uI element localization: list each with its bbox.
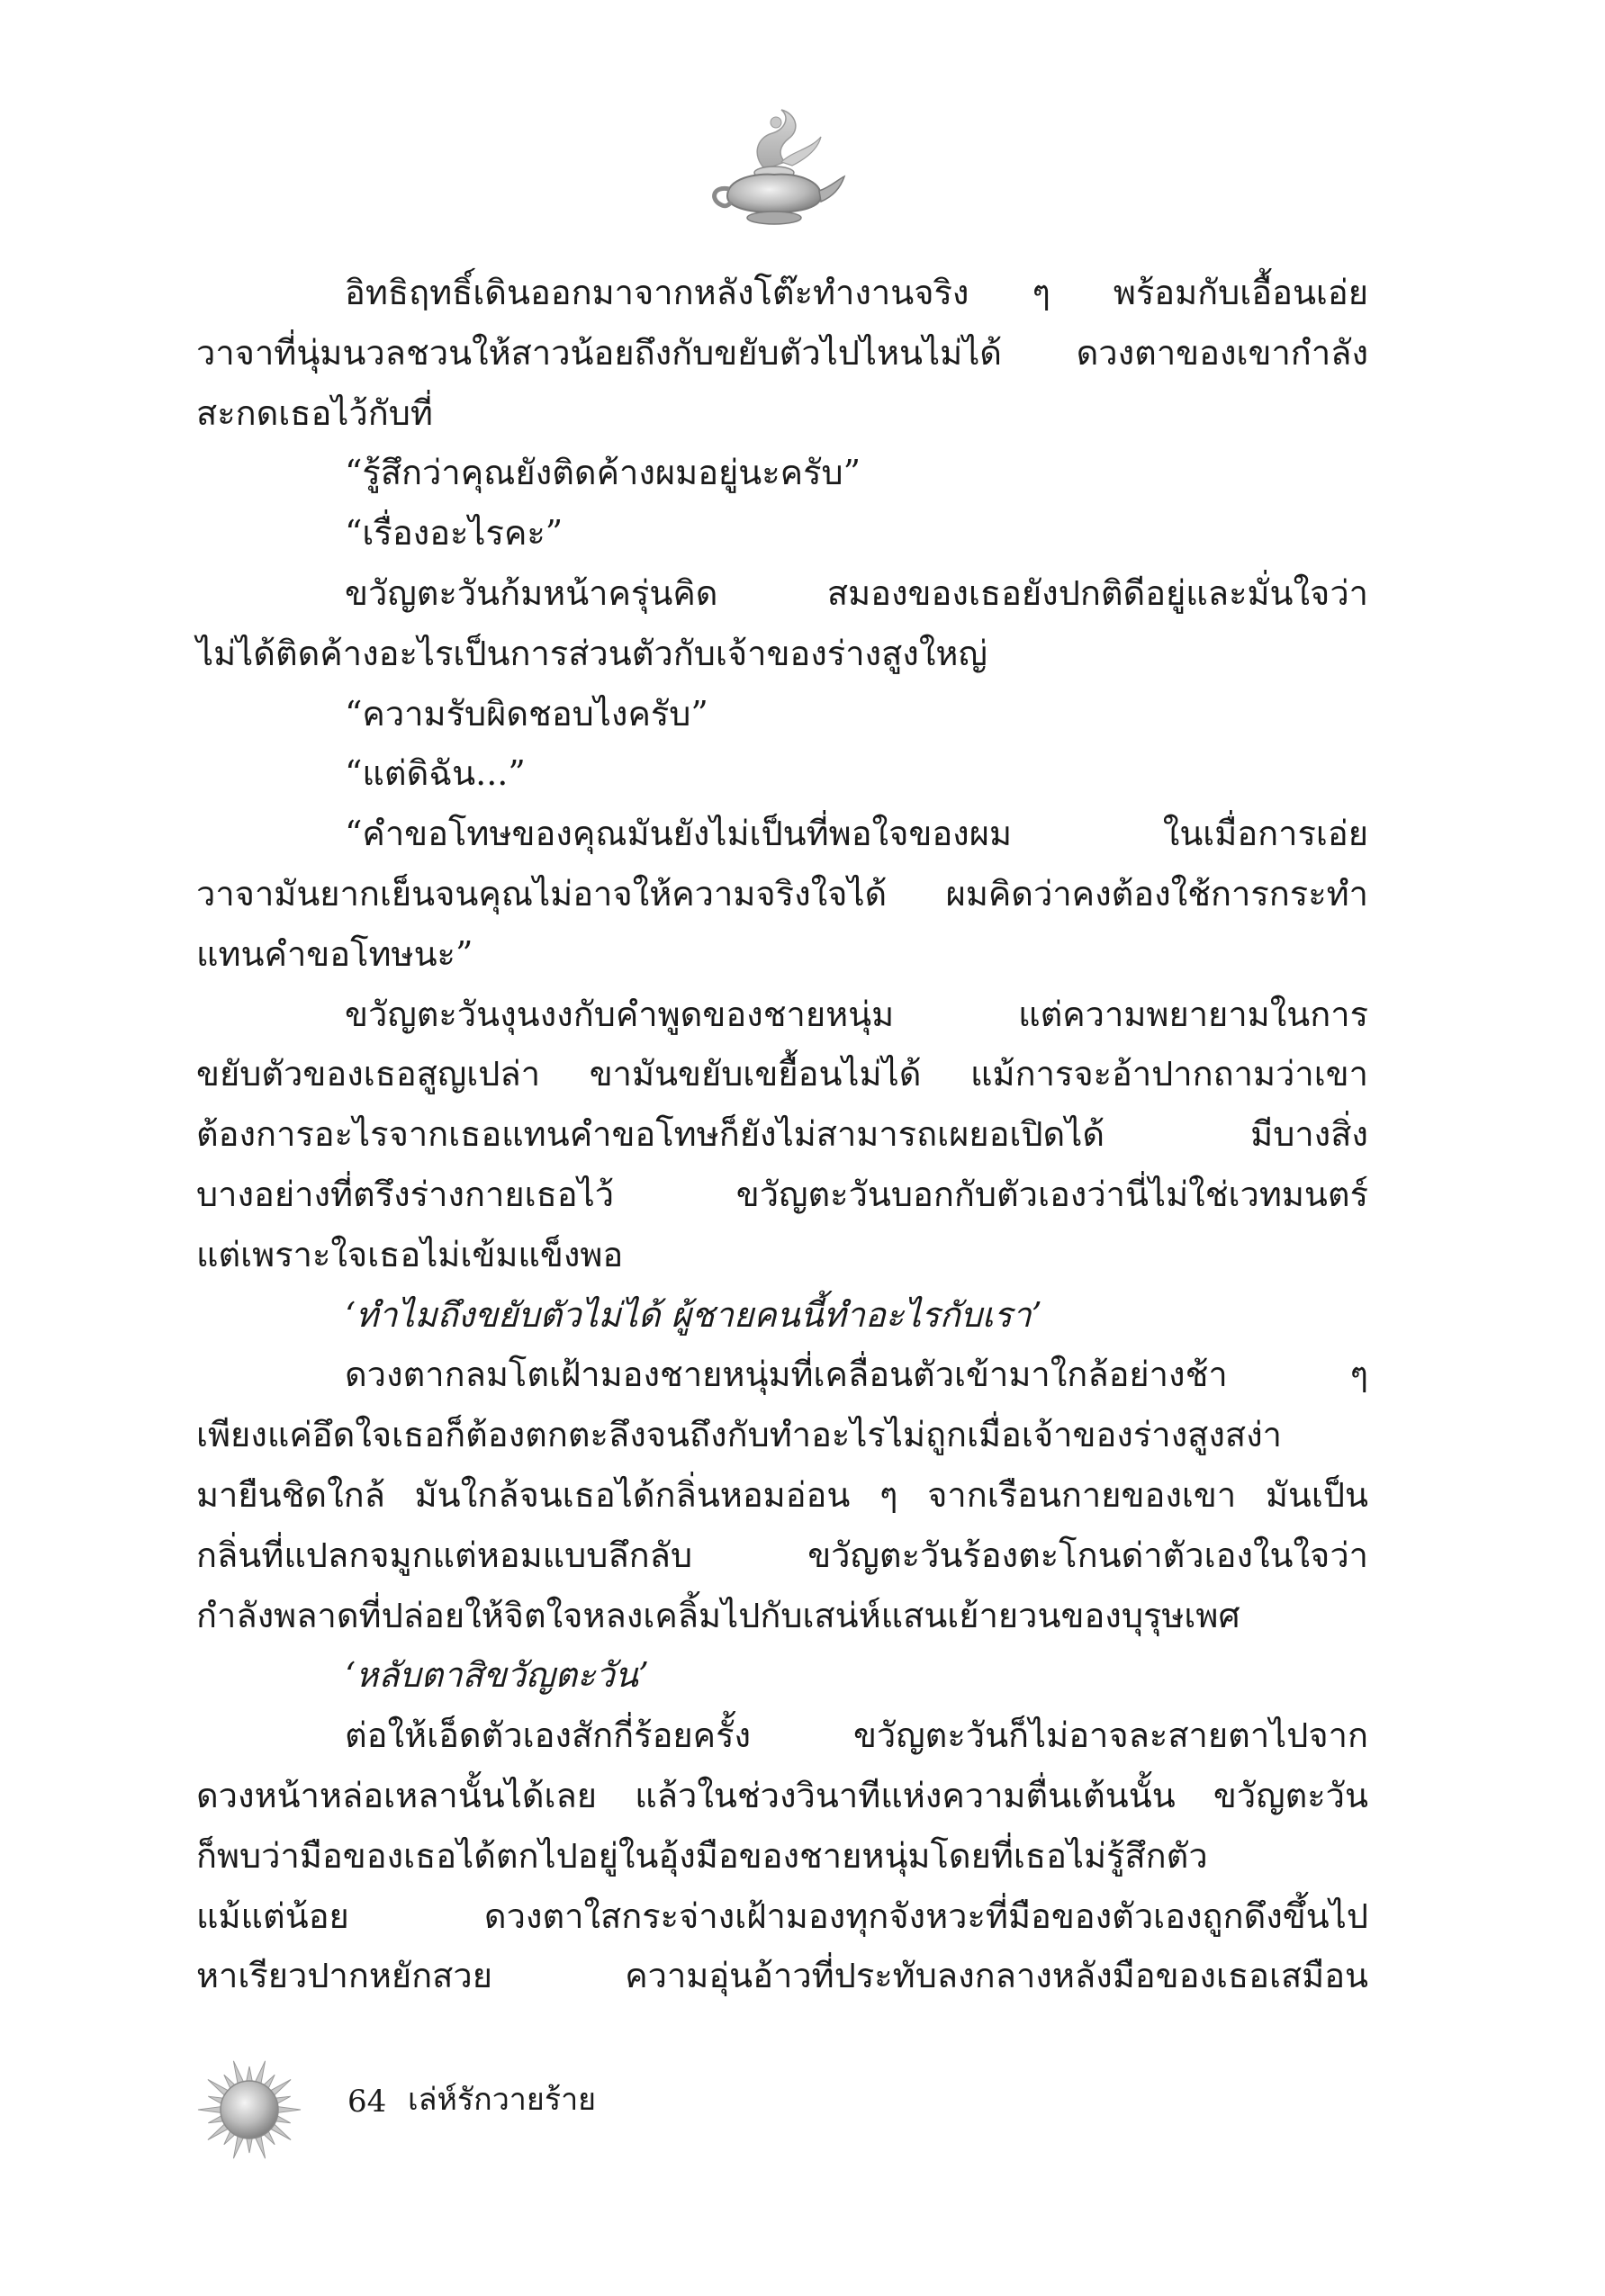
text-line: ‘หลับตาสิขวัญตะวัน’ — [345, 1655, 649, 1696]
text-line: สะกดเธอไว้กับที่ — [196, 392, 433, 433]
page-number: 64 — [347, 2084, 387, 2120]
text-line: แทนคำขอโทษนะ” — [196, 933, 473, 974]
text-line: “ความรับผิดชอบไงครับ” — [345, 693, 708, 734]
text-line: ดวงตากลมโตเฝ้ามองชายหนุ่มที่เคลื่อนตัวเข้ามาใกล้อย่างช้า ๆ — [345, 1355, 1368, 1395]
text-line: ‘ทำไมถึงขยับตัวไม่ได้ ผู้ชายคนนี้ทำอะไรกับเรา’ — [345, 1294, 1042, 1335]
text-line: ต้องการอะไรจากเธอแทนคำขอโทษก็ยังไม่สามารถเผยอเปิดได้ มีบางสิ่ง — [196, 1114, 1368, 1155]
text-line: หาเรียวปากหยักสวย ความอุ่นอ้าวที่ประทับลงกลางหลังมือของเธอเสมือน — [196, 1956, 1368, 1996]
text-line: “รู้สึกว่าคุณยังติดค้างผมอยู่นะครับ” — [345, 453, 861, 493]
chapter-text — [196, 263, 1368, 2006]
text-line: มายืนชิดใกล้ มันใกล้จนเธอได้กลิ่นหอมอ่อน ๆ จากเรือนกายของเขา มันเป็น — [196, 1474, 1368, 1515]
text-line: “คำขอโทษของคุณมันยังไม่เป็นที่พอใจของผม ในเมื่อการเอ่ย — [345, 814, 1368, 854]
sun-ray — [198, 2106, 222, 2112]
text-line: “เรื่องอะไรคะ” — [345, 513, 564, 554]
text-line: วาจามันยากเย็นจนคุณไม่อาจให้ความจริงใจได้ ผมคิดว่าคงต้องใช้การกระทำ — [196, 873, 1368, 914]
page-footer — [196, 2057, 736, 2165]
text-line: ก็พบว่ามือของเธอได้ตกไปอยู่ในอุ้งมือของชายหนุ่มโดยที่เธอไม่รู้สึกตัว — [196, 1835, 1208, 1876]
text-line: เพียงแค่อึดใจเธอก็ต้องตกตะลึงจนถึงกับทำอะไรไม่ถูกเมื่อเจ้าของร่างสูงสง่า — [196, 1415, 1282, 1455]
text-line: ต่อให้เอ็ดตัวเองสักกี่ร้อยครั้ง ขวัญตะวันก็ไม่อาจละสายตาไปจาก — [345, 1715, 1368, 1756]
text-line: บางอย่างที่ตรึงร่างกายเธอไว้ ขวัญตะวันบอกกับตัวเองว่านี่ไม่ใช่เวทมนตร์ — [196, 1174, 1368, 1214]
text-line: ขวัญตะวันงุนงงกับคำพูดของชายหนุ่ม แต่ความพยายามในการ — [345, 994, 1368, 1034]
text-line: ดวงหน้าหล่อเหลานั้นได้เลย แล้วในช่วงวินาทีแห่งความตื่นเต้นนั้น ขวัญตะวัน — [196, 1775, 1368, 1815]
text-line: อิทธิฤทธิ์เดินออกมาจากหลังโต๊ะทำงานจริง ๆ พร้อมกับเอื้อนเอ่ย — [345, 273, 1368, 312]
book-title: เล่ห์รักวายร้าย — [408, 2082, 597, 2118]
text-line: วาจาที่นุ่มนวลชวนให้สาวน้อยถึงกับขยับตัวไปไหนไม่ได้ ดวงตาของเขากำลัง — [196, 332, 1368, 373]
text-line: กลิ่นที่แปลกจมูกแต่หอมแบบลึกลับ ขวัญตะวันร้องตะโกนด่าตัวเองในใจว่า — [196, 1535, 1368, 1575]
text-line: “แต่ดิฉัน...” — [345, 753, 526, 794]
sun-ray — [276, 2106, 301, 2112]
text-line: ขวัญตะวันก้มหน้าครุ่นคิด สมองของเธอยังปกติดีอยู่และมั่นใจว่า — [345, 572, 1368, 613]
text-line: แต่เพราะใจเธอไม่เข้มแข็งพอ — [196, 1234, 624, 1274]
text-line: กำลังพลาดที่ปล่อยให้จิตใจหลงเคลิ้มไปกับเสน่ห์แสนเย้ายวนของบุรุษเพศ — [196, 1595, 1240, 1635]
text-line: ไม่ได้ติดค้างอะไรเป็นการส่วนตัวกับเจ้าของร่างสูงใหญ่ — [196, 633, 987, 673]
text-line: ขยับตัวของเธอสูญเปล่า ขามันขยับเขยื้อนไม่ได้ แม้การจะอ้าปากถามว่าเขา — [196, 1054, 1368, 1094]
genie-lamp-icon — [702, 106, 846, 232]
text-line: แม้แต่น้อย ดวงตาใสกระจ่างเฝ้ามองทุกจังหวะที่มือของตัวเองถูกดึงขึ้นไป — [196, 1895, 1368, 1936]
sun-icon — [196, 2057, 302, 2163]
